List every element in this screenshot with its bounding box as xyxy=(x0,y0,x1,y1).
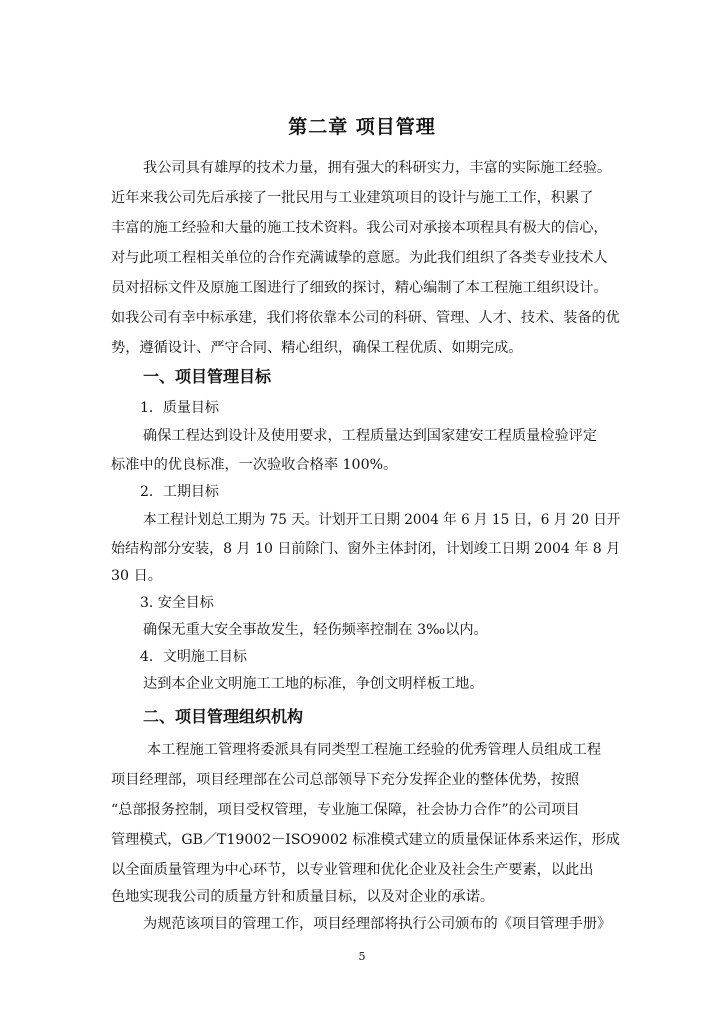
chapter-title: 第二章 项目管理 xyxy=(288,116,436,138)
body-line: 为规范该项目的管理工作，项目经理部将执行公司颁布的《项目管理手册》 xyxy=(143,916,612,932)
item-label: 2．工期目标 xyxy=(140,484,219,500)
body-line: 以全面质量管理为中心环节，以专业管理和优化企业及社会生产要素，以此出 xyxy=(111,862,594,878)
intro-line: 如我公司有幸中标承建，我们将依靠本公司的科研、管理、人才、技术、装备的优 xyxy=(111,310,620,326)
item-line: 确保无重大安全事故发生，轻伤频率控制在 3‰以内。 xyxy=(143,622,488,638)
section-heading: 二、项目管理组织机构 xyxy=(143,707,304,726)
section-heading: 一、项目管理目标 xyxy=(143,367,272,386)
item-label: 1．质量目标 xyxy=(140,400,219,416)
page-number: 5 xyxy=(358,950,366,963)
item-line: 30 日。 xyxy=(111,568,162,584)
intro-line: 丰富的施工经验和大量的施工技术资料。我公司对承接本项程具有极大的信心， xyxy=(111,220,608,236)
item-line: 标准中的优良标准，一次验收合格率 100%。 xyxy=(111,457,398,473)
body-line: 本工程施工管理将委派具有同类型工程施工经验的优秀管理人员组成工程 xyxy=(147,742,602,758)
body-line: “总部报务控制，项目受权管理，专业施工保障，社会协力合作”的公司项目 xyxy=(111,802,580,818)
body-line: 项目经理部，项目经理部在公司总部领导下充分发挥企业的整体优势，按照 xyxy=(111,772,580,788)
item-line: 始结构部分安装，8 月 10 日前除门、窗外主体封闭，计划竣工日期 2004 年 8 月 xyxy=(111,541,621,557)
item-label: 3. 安全目标 xyxy=(140,595,214,611)
intro-line: 我公司具有雄厚的技术力量，拥有强大的科研实力，丰富的实际施工经验。 xyxy=(143,160,612,176)
item-line: 本工程计划总工期为 75 天。计划开工日期 2004 年 6 月 15 日，6 月 20 日开 xyxy=(143,512,621,528)
body-line: 色地实现我公司的质量方针和质量目标，以及对企业的承诺。 xyxy=(111,889,495,905)
intro-line: 员对招标文件及原施工图进行了细致的探讨，精心编制了本工程施工组织设计。 xyxy=(111,280,608,296)
item-line: 确保工程达到设计及使用要求，工程质量达到国家建安工程质量检验评定 xyxy=(143,428,598,444)
intro-line: 势，遵循设计、严守合同、精心组织，确保工程优质、如期完成。 xyxy=(111,340,523,356)
intro-line: 对与此项工程相关单位的合作充满诚挚的意愿。为此我们组织了各类专业技术人 xyxy=(111,250,608,266)
item-line: 达到本企业文明施工工地的标准，争创文明样板工地。 xyxy=(143,676,484,692)
intro-line: 近年来我公司先后承接了一批民用与工业建筑项目的设计与施工工作，积累了 xyxy=(111,190,594,206)
item-label: 4．文明施工目标 xyxy=(140,649,247,665)
body-line: 管理模式，GB／T19002－ISO9002 标准模式建立的质量保证体系来运作，形成 xyxy=(111,832,620,848)
